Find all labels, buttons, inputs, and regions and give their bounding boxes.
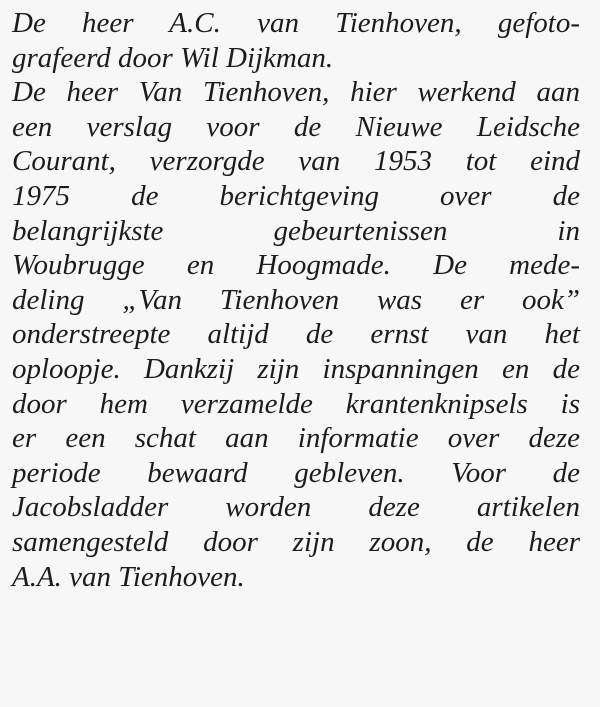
article-line: er een schat aan informatie over deze [12,422,580,455]
caption-line: De heer A.C. van Tienhoven, gefoto- [12,7,580,39]
caption-line: grafeerd door Wil Dijkman. [12,41,334,74]
article-line: belangrijkste gebeurtenissen in [12,214,580,247]
article-paragraph [12,75,580,594]
article-line: een verslag voor de Nieuwe Leidsche [12,110,580,143]
article-line: 1975 de berichtgeving over de [12,179,580,212]
article-line: Woubrugge en Hoogmade. De mede- [12,249,580,282]
article-line: A.A. van Tienhoven. [12,560,245,593]
photo-caption [12,6,580,75]
article-line: onderstreepte altijd de ernst van het [12,318,580,351]
article-line: Courant, verzorgde van 1953 tot eind [12,145,580,178]
article-line: oploopje. Dankzij zijn inspanningen en de [12,352,580,385]
article-line: De heer Van Tienhoven, hier werkend aan [12,76,580,109]
article-line: deling „Van Tienhoven was er ook” [12,283,580,316]
article-line: periode bewaard gebleven. Voor de [12,456,580,489]
document-page [12,6,580,594]
article-line: door hem verzamelde krantenknipsels is [12,387,580,420]
article-line: Jacobsladder worden deze artikelen [12,491,580,524]
article-line: samengesteld door zijn zoon, de heer [12,525,580,558]
